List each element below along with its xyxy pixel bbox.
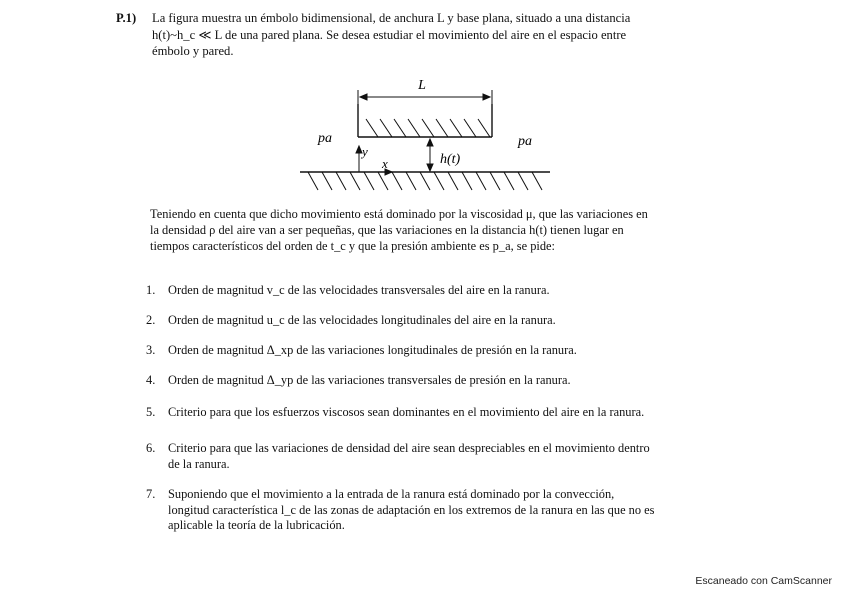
question-number: 1.: [146, 283, 156, 297]
hatch-line: [490, 172, 500, 190]
question-number: 5.: [146, 405, 156, 419]
question-text: Suponiendo que el movimiento a la entrada de la ranura está dominado por la convección,: [168, 487, 615, 501]
question-number: 3.: [146, 343, 156, 357]
paragraph-line: Teniendo en cuenta que dicho movimiento está dominado por la viscosidad μ, que las variaciones en: [150, 207, 648, 221]
question-text: Orden de magnitud v_c de las velocidades transversales del aire en la ranura.: [168, 283, 550, 297]
hatch-line: [392, 172, 402, 190]
hatch-line: [518, 172, 528, 190]
hatch-line: [448, 172, 458, 190]
problem-line: émbolo y pared.: [152, 44, 234, 58]
hatch-line: [406, 172, 416, 190]
hatch-line: [394, 119, 406, 137]
gap-arrow: [427, 139, 433, 171]
hatch-line: [436, 119, 448, 137]
label-pa-right: pa: [518, 134, 532, 149]
label-pa-left: pa: [318, 131, 332, 146]
label-L: L: [418, 78, 426, 93]
problem-line: La figura muestra un émbolo bidimensional, de anchura L y base plana, situado a una distancia: [152, 11, 631, 25]
question-number: 4.: [146, 373, 156, 387]
hatch-line: [350, 172, 360, 190]
hatch-line: [504, 172, 514, 190]
label-x: x: [382, 156, 388, 171]
question-text: de la ranura.: [168, 456, 230, 471]
hatch-line: [322, 172, 332, 190]
hatch-line: [450, 119, 462, 137]
question-text: aplicable la teoría de la lubricación.: [168, 518, 345, 532]
hatch-line: [478, 119, 490, 137]
label-h: h(t): [440, 152, 461, 167]
question-number: 7.: [146, 487, 156, 501]
hatch-line: [336, 172, 346, 190]
camscanner-watermark: Escaneado con CamScanner: [695, 575, 832, 587]
question-text: longitud característica l_c de las zonas de adaptación en los extremos de la ranura en las que no es: [168, 502, 655, 517]
hatch-line: [420, 172, 430, 190]
context-paragraph: [150, 206, 706, 254]
piston-hatch: [366, 119, 490, 137]
hatch-line: [464, 119, 476, 137]
label-y: y: [362, 144, 368, 159]
question-text: Orden de magnitud Δ_yp de las variaciones transversales de presión en la ranura.: [168, 373, 571, 387]
piston-diagram: [296, 72, 556, 198]
hatch-line: [532, 172, 542, 190]
hatch-line: [408, 119, 420, 137]
hatch-line: [380, 119, 392, 137]
paragraph-line: tiempos característicos del orden de t_c y que la presión ambiente es p_a, se pide:: [150, 239, 555, 253]
hatch-line: [364, 172, 374, 190]
hatch-line: [366, 119, 378, 137]
hatch-line: [308, 172, 318, 190]
question-text: Orden de magnitud u_c de las velocidades longitudinales del aire en la ranura.: [168, 313, 556, 327]
problem-text: [152, 10, 706, 60]
question-text: Orden de magnitud Δ_xp de las variaciones longitudinales de presión en la ranura.: [168, 343, 577, 357]
hatch-line: [476, 172, 486, 190]
paragraph-line: la densidad ρ del aire van a ser pequeñas, que las variaciones en la distancia h(t) tienen lugar en: [150, 223, 624, 237]
problem-statement: [116, 10, 706, 60]
problem-line: h(t)~h_c ≪ L de una pared plana. Se desea estudiar el movimiento del aire en el espacio entre: [152, 27, 627, 42]
question-text: Criterio para que los esfuerzos viscosos sean dominantes en el movimiento del aire en la ranura.: [168, 405, 645, 419]
hatch-line: [434, 172, 444, 190]
question-number: 2.: [146, 313, 156, 327]
question-text: Criterio para que las variaciones de densidad del aire sean despreciables en el movimiento dentro: [168, 441, 650, 455]
piston-body: [358, 104, 492, 137]
hatch-line: [422, 119, 434, 137]
question-number: 6.: [146, 441, 156, 455]
problem-number: P.1): [116, 11, 137, 25]
wall-hatch: [308, 172, 542, 190]
hatch-line: [462, 172, 472, 190]
